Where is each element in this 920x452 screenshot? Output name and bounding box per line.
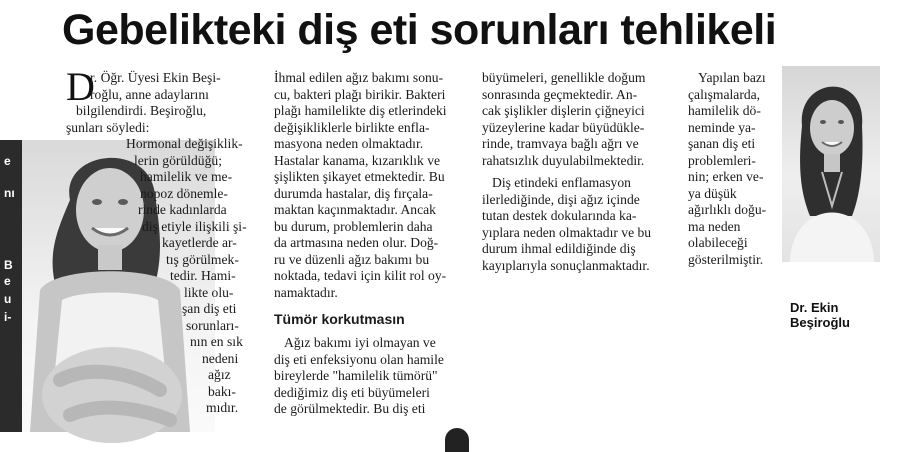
text-line: Hormonal değişiklik- (126, 136, 243, 151)
text-line: cu, bakteri plağı birikir. Bakteri (274, 86, 446, 102)
text-line: mıdır. (206, 400, 239, 415)
text-line: nedeni (202, 350, 239, 366)
text-line: diş eti enfeksiyonu olan hamile (274, 351, 444, 367)
edge-fragment: e (4, 274, 11, 288)
text-line: ru ve düzenli ağız bakımı bu (274, 251, 430, 267)
section-subheading: Tümör korkutmasın (274, 311, 405, 327)
text-line: dediğimiz diş eti büyümeleri (274, 384, 430, 400)
page-corner-mark (445, 428, 469, 452)
text-line: diş etiyle ilişkili şi- (142, 218, 247, 234)
edge-fragment: nı (4, 186, 15, 200)
text-line: şanan diş eti (688, 136, 756, 151)
text-line: ağız (208, 367, 231, 382)
text-line: ya düşük (688, 185, 737, 201)
text-line: gösterilmiştir. (688, 251, 764, 267)
text-line: plağı hamilelikte diş etlerindeki (274, 103, 447, 118)
column-4 (688, 70, 780, 268)
text-line: ma neden (688, 218, 741, 234)
text-line: yıplara neden olmaktadır ve bu (482, 224, 652, 240)
text-line: masyona neden olmaktadır. (274, 136, 424, 151)
edge-fragment: e (4, 154, 11, 168)
text-line: Hastalar kanama, kızarıklık ve (274, 152, 441, 168)
text-line: nın en sık (190, 334, 243, 349)
text-line: ağırlıklı doğu- (688, 202, 767, 217)
text-line: namaktadır. (274, 284, 338, 300)
column-1 (66, 64, 266, 417)
text-line: ilerlediğinde, dişi ağız içinde (482, 191, 640, 207)
doctor-portrait-photo (782, 66, 880, 330)
text-line: bakı- (208, 383, 236, 399)
text-line: roğlu, anne adaylarını (90, 86, 209, 102)
caption-line: Dr. Ekin (790, 300, 839, 315)
text-line: şişlikten şikayet etmektedir. Bu (274, 169, 445, 184)
text-line: olabileceği (688, 235, 748, 250)
text-line: hamilelik dö- (688, 103, 761, 118)
text-line: tedir. Hami- (170, 268, 236, 283)
text-line: cak şişlikler dişlerin çiğneyici (482, 103, 645, 118)
text-line: rinde kadınlarda (138, 202, 227, 217)
text-line: bilgilendirdi. Beşiroğlu, (76, 103, 207, 118)
text-line: kayıplarıyla sonuçlanmaktadır. (482, 257, 650, 273)
edge-fragment: u (4, 292, 12, 306)
text-line: tış görülmek- (166, 251, 239, 267)
text-line: İhmal edilen ağız bakımı sonu- (274, 70, 444, 85)
text-line: şunları söyledi: (66, 119, 150, 135)
text-line: büyümeleri, genellikle doğum (482, 70, 646, 85)
text-line: şan diş eti (182, 301, 237, 316)
text-line: Ağız bakımı iyi olmayan ve (284, 335, 436, 350)
adjacent-article-edge (0, 140, 22, 432)
headline: Gebelikteki diş eti sorunları tehlikeli (62, 6, 777, 54)
doctor-name-caption (790, 300, 880, 330)
text-line: durumda hastalar, diş fırçala- (274, 185, 433, 201)
text-line: Diş etindeki enflamasyon (492, 175, 631, 190)
text-line: bireylerde "hamilelik tümörü" (274, 368, 438, 383)
text-line: rinde, tramvaya bağlı ağrı ve (482, 136, 639, 151)
text-line: nopoz dönemle- (140, 185, 228, 201)
text-line: likte olu- (184, 284, 234, 300)
edge-fragment: B (4, 258, 13, 272)
doctor-portrait-illustration (782, 66, 880, 262)
column-3 (482, 70, 680, 274)
text-line: kayetlerde ar- (162, 235, 237, 250)
text-line: nin; erken ve- (688, 169, 764, 184)
caption-line: Beşiroğlu (790, 315, 850, 330)
edge-fragment: i- (4, 310, 12, 324)
text-line: neminde ya- (688, 119, 756, 135)
text-line: Yapılan bazı (698, 70, 766, 85)
text-line: bu durum, problemlerin daha (274, 218, 433, 234)
text-line: problemleri- (688, 152, 756, 168)
text-line: çalışmalarda, (688, 86, 761, 102)
text-line: sonrasında geçmektedir. An- (482, 86, 638, 102)
column-2 (274, 70, 474, 418)
drop-cap: D (66, 64, 95, 109)
text-line: durum ihmal edildiğinde diş (482, 241, 636, 256)
text-line: lerin görüldüğü; (134, 152, 222, 168)
text-line: rahatsızlık duyulabilmektedir. (482, 152, 645, 168)
text-line: tutan destek dokularında ka- (482, 208, 637, 223)
text-line: yüzeylerine kadar büyüdükle- (482, 119, 645, 135)
text-line: maktan kaçınmaktadır. Ancak (274, 202, 436, 217)
text-line: noktada, tedavi için kilit rol oy- (274, 268, 447, 283)
text-line: da artmasına neden olur. Doğ- (274, 235, 439, 250)
text-line: sorunları- (186, 317, 239, 333)
text-line: r. Öğr. Üyesi Ekin Beşi- (90, 70, 221, 85)
text-line: değişikliklerle birlikte enfla- (274, 119, 430, 135)
text-line: de görülmektedir. Bu diş eti (274, 401, 426, 416)
text-line: hamilelik ve me- (140, 169, 233, 184)
